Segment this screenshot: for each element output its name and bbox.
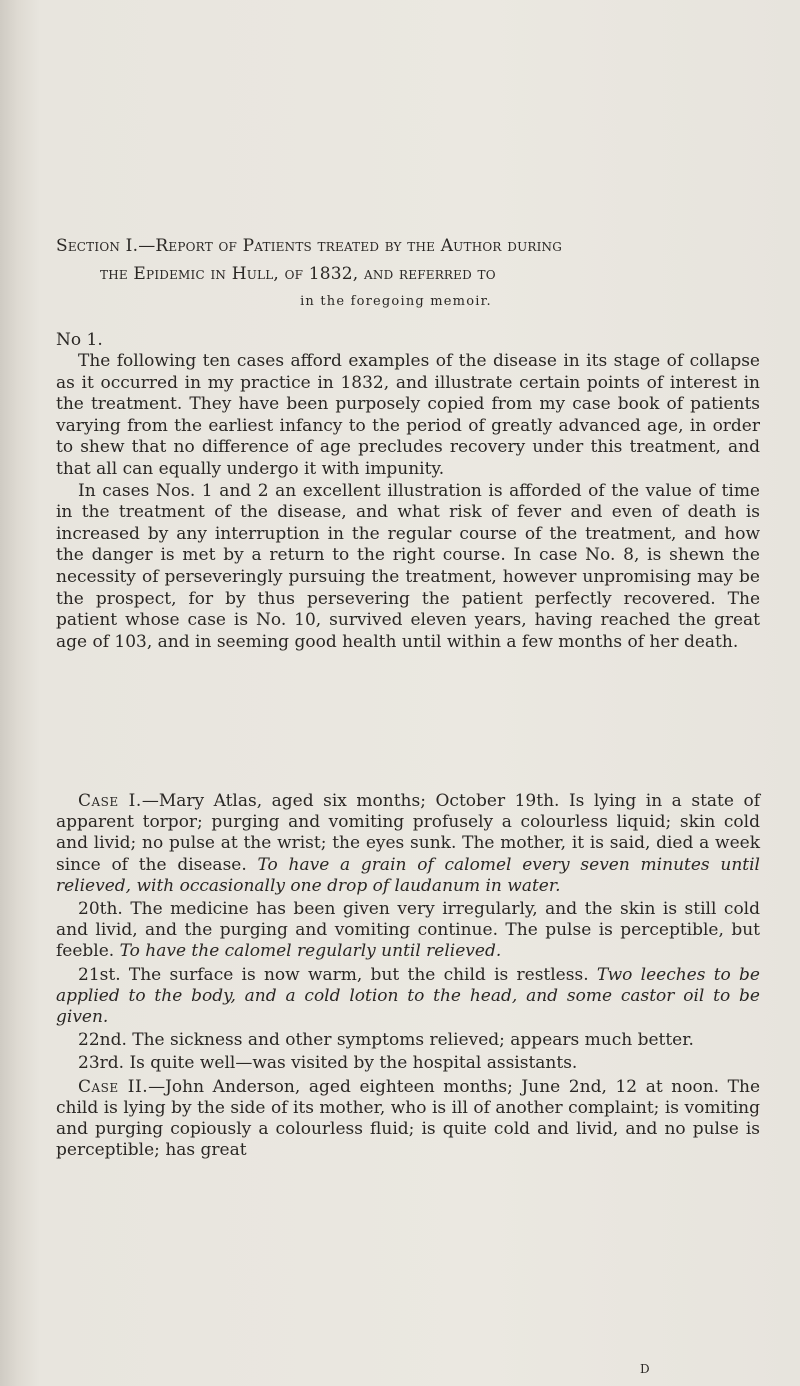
heading-line-3: in the foregoing memoir. xyxy=(300,294,492,309)
day-22-paragraph: 22nd. The sickness and other symptoms relieved; appears much better. xyxy=(78,1030,694,1051)
intro-text xyxy=(56,351,760,653)
case-1-treatment: To have a grain of calomel every seven minutes until relieved, with occasionally one drop of laudanum in water. xyxy=(56,854,760,896)
heading-line-2: the Epidemic in Hull, of 1832, and referred to xyxy=(100,264,496,284)
case-1-paragraph xyxy=(56,791,760,897)
section-heading xyxy=(56,232,756,316)
day-21-paragraph xyxy=(56,965,760,1029)
day-20-treatment: To have the calomel regularly until relieved. xyxy=(119,941,502,962)
intro-paragraph-2: In cases Nos. 1 and 2 an excellent illustration is afforded of the value of time in the treatment of the disease, and what risk of fever and even of death is increased by any interruption in the regular course of the treatment, and how the danger is met by a return to the right course. In case No. 8, is shewn the necessity of perseveringly pursuing the treatment, however unpromising may be the prospect, for by thus persevering the patient perfectly recovered. The patient whose case is No. 10, survived eleven years, having reached the great age of 103, and in seeming good health until within a few months of her death. xyxy=(56,480,760,652)
heading-line-1: Section I.—Report of Patients treated by the Author during xyxy=(56,236,563,256)
signature-mark: D xyxy=(640,1362,650,1376)
day-21-text: 21st. The surface is now warm, but the child is restless. xyxy=(78,964,597,985)
case-2-label: Case II. xyxy=(78,1076,149,1097)
case-1-label: Case I. xyxy=(78,791,142,811)
case-1-text: —Mary Atlas, aged six months; October 19th. Is lying in a state of apparent torpor; purging and vomiting profusely a colourless liquid; skin cold and livid; no pulse at the wrist; the eyes sunk. The mother, it is said, died a week since of the disease. xyxy=(56,791,760,875)
case-2-paragraph xyxy=(56,1077,760,1162)
report-number: No 1. xyxy=(56,330,103,350)
intro-paragraph-1: The following ten cases afford examples of the disease in its stage of collapse as it occurred in my practice in 1832, and illustrate certain points of interest in the treatment. They have been purposely copied from my case book of patients varying from the earliest infancy to the period of greatly advanced age, in order to shew that no difference of age precludes recovery under this treatment, and that all can equally undergo it with impunity. xyxy=(56,351,760,479)
day-21-treatment: Two leeches to be applied to the body, and a cold lotion to the head, and some castor oil to be given. xyxy=(56,964,760,1028)
case-2-text: —John Anderson, aged eighteen months; June 2nd, 12 at noon. The child is lying by the side of its mother, who is ill of another complaint; is vomiting and purging copiously a colourless fluid; is quite cold and livid, and no pulse is perceptible; has great xyxy=(56,1076,760,1161)
day-20-text: 20th. The medicine has been given very irregularly, and the skin is still cold and livid, and the purging and vomiting continue. The pulse is perceptible, but feeble. xyxy=(56,899,760,962)
day-20-paragraph xyxy=(56,899,760,963)
day-23-paragraph: 23rd. Is quite well—was visited by the hospital assistants. xyxy=(78,1053,578,1074)
case-records xyxy=(56,791,760,1163)
